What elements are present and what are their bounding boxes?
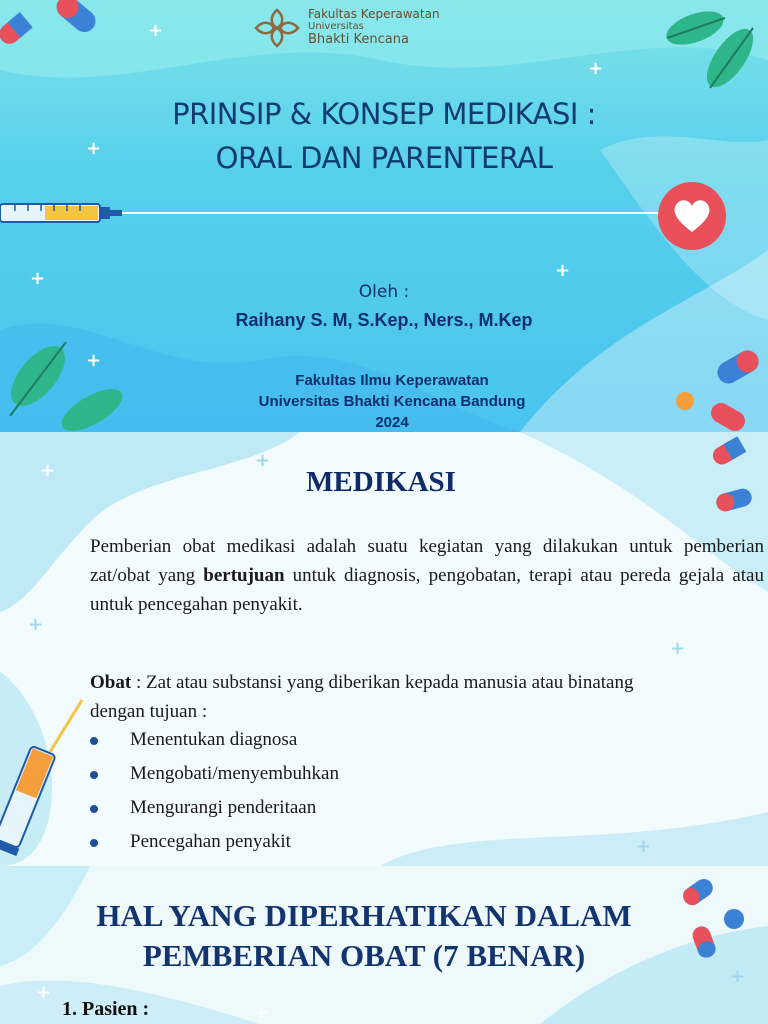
- list-item: Mengobati/menyembuhkan: [90, 758, 339, 792]
- faculty-line-2: Universitas Bhakti Kencana Bandung: [258, 393, 526, 410]
- university-logo-icon: [252, 6, 302, 50]
- title-line-1: PRINSIP & KONSEP MEDIKASI :: [172, 97, 596, 131]
- sparkle-icon: +: [36, 982, 52, 1003]
- sparkle-icon: +: [28, 614, 44, 635]
- heading-line-2: PEMBERIAN OBAT (7 BENAR): [142, 938, 586, 973]
- obat-text: : Zat atau substansi yang diberikan kepada manusia atau binatang dengan tujuan :: [90, 672, 634, 722]
- list-item: Menentukan diagnosa: [90, 724, 339, 758]
- syringe-icon: [0, 692, 90, 866]
- sparkle-icon: +: [148, 20, 164, 41]
- title-slide: [0, 0, 768, 432]
- sparkle-icon: +: [730, 966, 746, 987]
- section-heading: [0, 896, 728, 976]
- para-text-1: Pemberian obat medikasi adalah suatu kegiatan yang dilakukan untuk pemberian zat/obat yang: [90, 536, 764, 586]
- faculty-line-1: Fakultas Ilmu Keperawatan: [295, 372, 489, 389]
- pills-icon: [0, 0, 120, 70]
- sparkle-icon: +: [670, 638, 686, 659]
- definition-paragraph: [90, 532, 764, 619]
- year: 2024: [375, 414, 409, 431]
- author-name: Raihany S. M, S.Kep., Ners., M.Kep: [235, 310, 533, 330]
- sparkle-icon: +: [254, 1002, 270, 1023]
- by-label: Oleh :: [358, 282, 410, 302]
- seven-rights-slide: [0, 866, 768, 1024]
- logo-line-3: Bhakti Kencana: [308, 32, 409, 47]
- sparkle-icon: +: [636, 836, 652, 857]
- section-heading: MEDIKASI: [306, 466, 456, 498]
- slide-title: [0, 92, 768, 180]
- list-item: Mengurangi penderitaan: [90, 792, 339, 826]
- obat-term: Obat: [90, 672, 132, 693]
- list-item: Pencegahan penyakit: [90, 826, 339, 860]
- sparkle-icon: +: [40, 460, 56, 481]
- syringe-icon: [0, 196, 768, 236]
- pills-icon: [670, 345, 768, 432]
- leaves-icon: [0, 330, 140, 432]
- logo-line-1: Fakultas Keperawatan: [308, 7, 440, 21]
- para-text-2: untuk diagnosis, pengobatan, terapi atau pereda gejala atau untuk pencegahan penyakit.: [90, 565, 764, 615]
- sparkle-icon: +: [555, 260, 571, 281]
- sparkle-icon: +: [588, 58, 604, 79]
- logo-line-2: Universitas: [308, 21, 364, 32]
- heart-icon: [656, 180, 728, 252]
- title-line-2: ORAL DAN PARENTERAL: [215, 141, 553, 175]
- university-logo-text: [308, 8, 440, 47]
- list-item-1: 1. Pasien :: [62, 998, 150, 1020]
- purpose-list: [90, 724, 339, 860]
- medikasi-slide: [0, 432, 768, 866]
- obat-definition: [90, 668, 690, 726]
- sparkle-icon: +: [30, 268, 46, 289]
- sparkle-icon: +: [255, 450, 271, 471]
- sparkle-icon: +: [86, 138, 102, 159]
- sparkle-icon: +: [86, 350, 102, 371]
- heading-line-1: HAL YANG DIPERHATIKAN DALAM: [96, 898, 632, 933]
- leaves-icon: [655, 0, 768, 95]
- para-bold-term: bertujuan: [203, 565, 285, 586]
